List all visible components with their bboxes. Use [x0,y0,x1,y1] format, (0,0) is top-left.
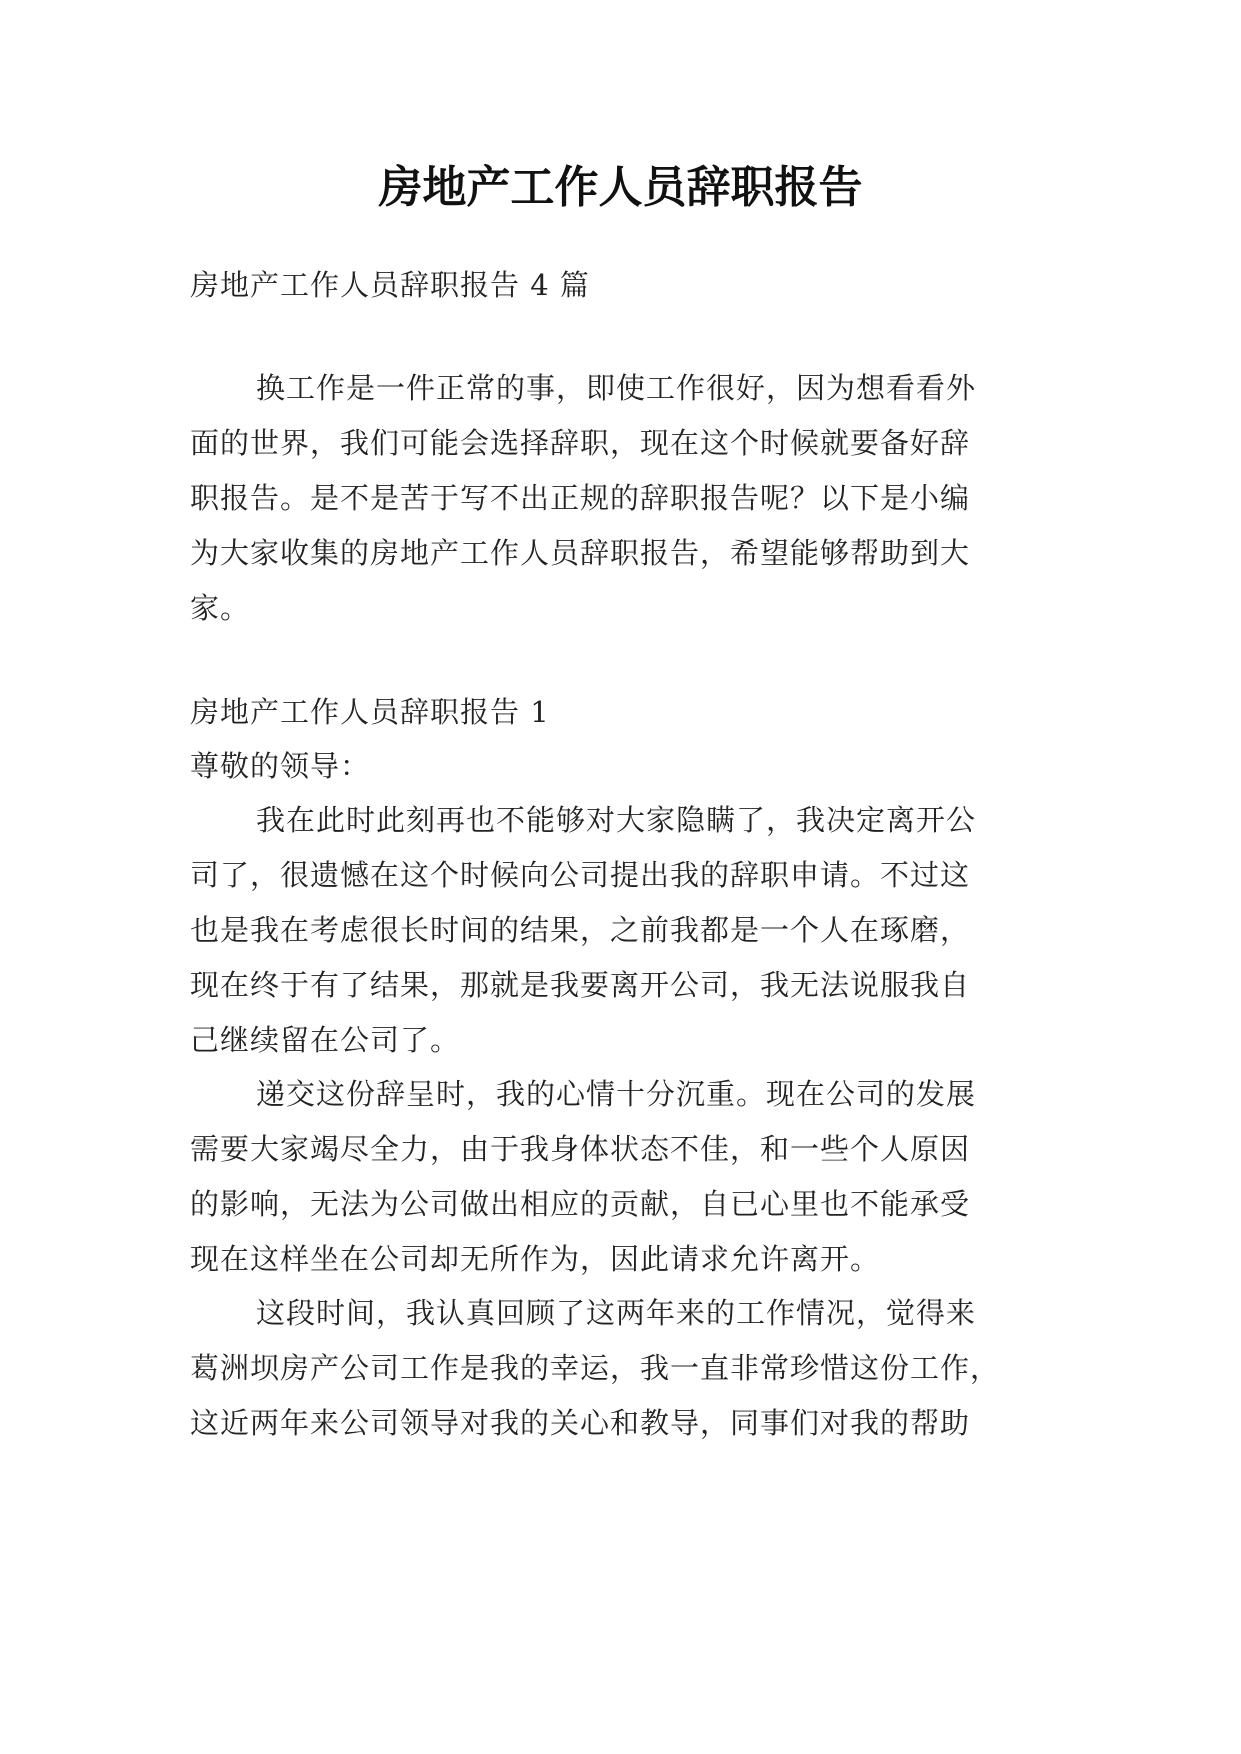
paragraph-line: 我在此时此刻再也不能够对大家隐瞒了，我决定离开公 [256,803,977,837]
intro-line: 职报告。是不是苦于写不出正规的辞职报告呢？以下是小编 [190,481,971,515]
paragraph-line: 的影响，无法为公司做出相应的贡献，自已心里也不能承受 [190,1187,971,1221]
paragraph-line: 递交这份辞呈时，我的心情十分沉重。现在公司的发展 [256,1077,977,1111]
document-subtitle: 房地产工作人员辞职报告 4 篇 [190,268,590,302]
paragraph-line: 这近两年来公司领导对我的关心和教导，同事们对我的帮助 [190,1406,971,1440]
document-title: 房地产工作人员辞职报告 [378,162,863,213]
paragraph-line: 需要大家竭尽全力，由于我身体状态不佳，和一些个人原因 [190,1132,971,1166]
section-heading: 房地产工作人员辞职报告 1 [190,695,550,729]
paragraph-line: 葛洲坝房产公司工作是我的幸运，我一直非常珍惜这份工作， [190,1351,1001,1385]
paragraph-line: 也是我在考虑很长时间的结果，之前我都是一个人在琢磨， [190,913,971,947]
paragraph-line: 现在终于有了结果，那就是我要离开公司，我无法说服我自 [190,968,971,1002]
paragraph-line: 这段时间，我认真回顾了这两年来的工作情况，觉得来 [256,1296,977,1330]
paragraph-line: 现在这样坐在公司却无所作为，因此请求允许离开。 [190,1242,881,1276]
intro-line: 为大家收集的房地产工作人员辞职报告，希望能够帮助到大 [190,536,971,570]
salutation: 尊敬的领导： [190,749,371,783]
intro-line: 家。 [190,591,251,625]
intro-line: 面的世界，我们可能会选择辞职，现在这个时候就要备好辞 [190,426,971,460]
intro-line: 换工作是一件正常的事，即使工作很好，因为想看看外 [256,371,977,405]
paragraph-line: 司了，很遗憾在这个时候向公司提出我的辞职申请。不过这 [190,858,971,892]
paragraph-line: 己继续留在公司了。 [190,1023,461,1057]
